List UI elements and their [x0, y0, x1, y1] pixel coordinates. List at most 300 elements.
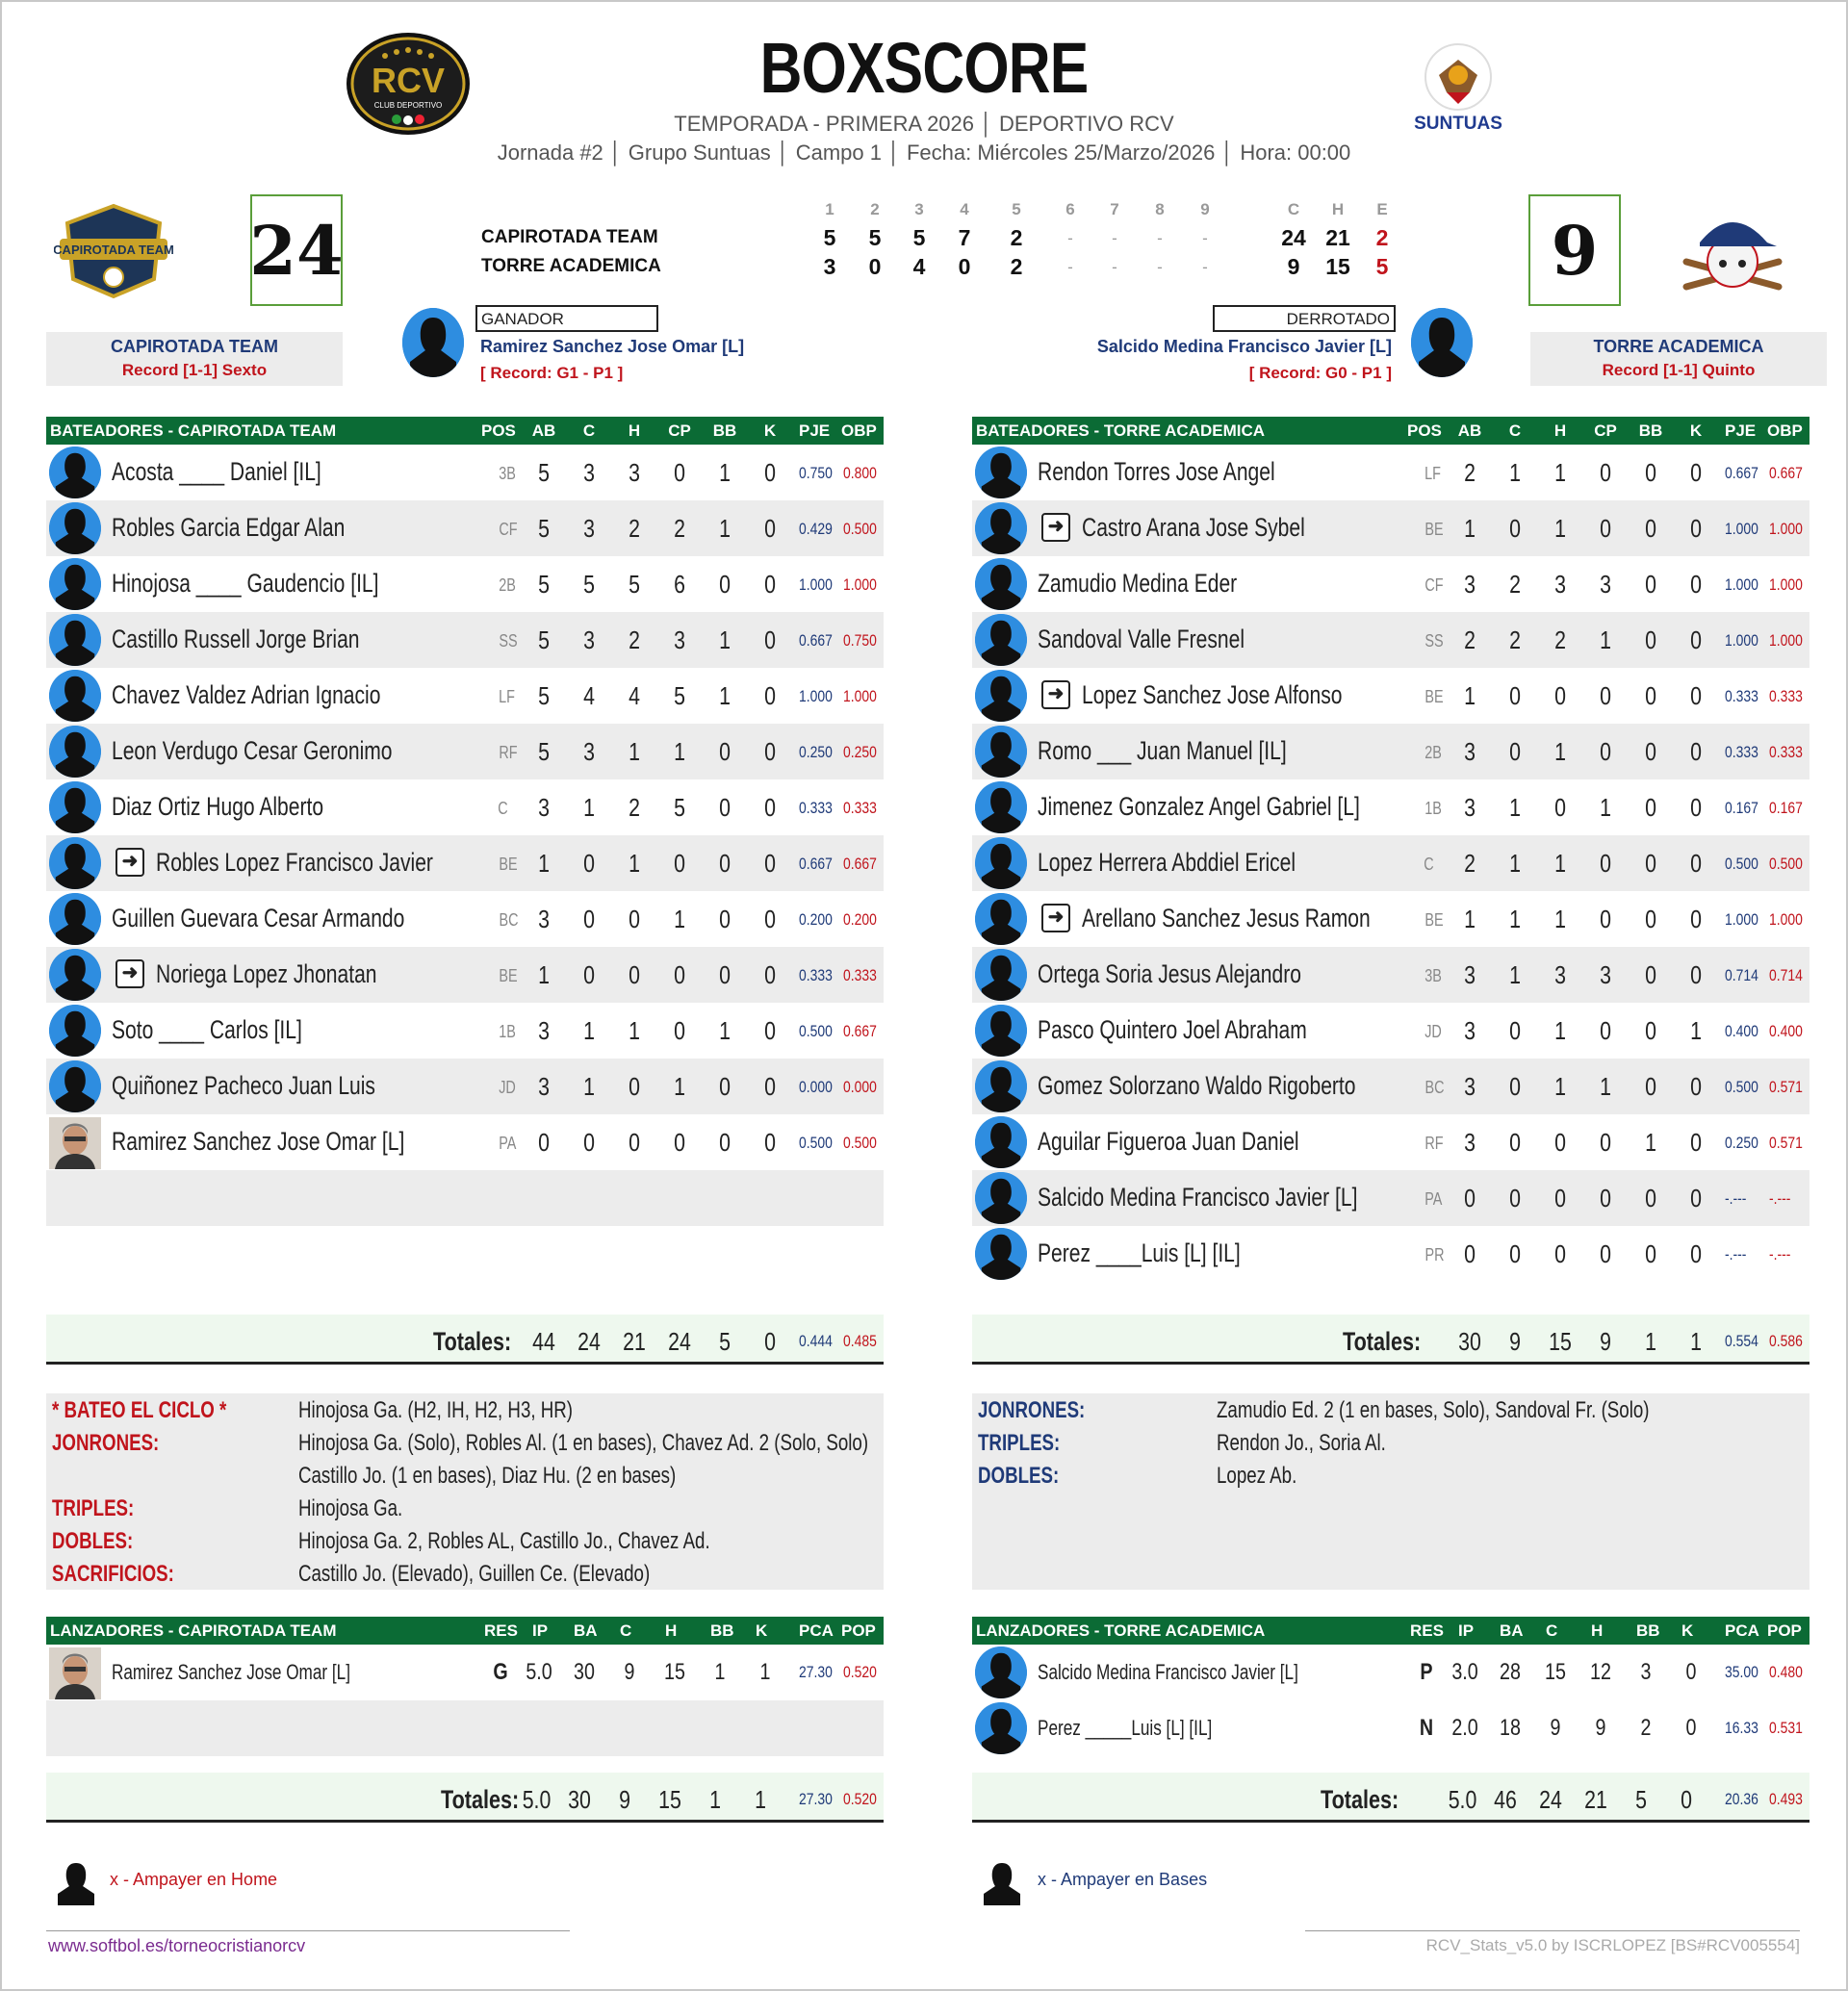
winner-record: [ Record: G1 - P1 ] [480, 364, 624, 382]
stat-bb: 0 [719, 1128, 731, 1157]
player-avatar-icon [49, 558, 101, 610]
loser-record: [ Record: G0 - P1 ] [1248, 364, 1392, 382]
pitcher-row [972, 1645, 1810, 1700]
stat-ab: 2 [1464, 458, 1476, 487]
stat-cp: 6 [674, 570, 685, 599]
footer-rule-right [1305, 1930, 1800, 1931]
stat-cp: 0 [674, 960, 685, 989]
pitcher-row [46, 1645, 884, 1700]
batting-header [46, 417, 884, 445]
pitcher-stat: 5.0 [526, 1659, 552, 1685]
player-avatar-icon [49, 893, 101, 945]
inning-runs: 7 [958, 225, 971, 250]
stat-bb: 0 [1645, 1072, 1656, 1101]
note-label: JONRONES: [52, 1430, 160, 1456]
player-position: SS [1424, 631, 1444, 651]
inning-runs: 4 [912, 254, 926, 279]
stat-obp: 1.000 [843, 687, 877, 705]
player-name[interactable]: Zamudio Medina Eder [1038, 569, 1238, 598]
stat-obp: 0.571 [1769, 1078, 1803, 1096]
stat-h: 2 [629, 514, 640, 543]
batter-row [972, 1003, 1810, 1059]
pitcher-pop: 0.531 [1769, 1719, 1803, 1737]
player-name[interactable]: Sandoval Valle Fresnel [1038, 625, 1245, 653]
home-empty-filler [46, 1172, 884, 1173]
stat-k: 0 [764, 514, 776, 543]
total-value: 24 [578, 1327, 601, 1356]
stat-bb: 0 [719, 570, 731, 599]
stat-c: 0 [1509, 1239, 1521, 1268]
player-name[interactable]: Ramirez Sanchez Jose Omar [L] [112, 1127, 405, 1156]
substitute-arrow-icon: ➜ [1041, 904, 1070, 932]
stat-c: 0 [1509, 514, 1521, 543]
stat-k: 0 [1690, 849, 1702, 878]
stat-bb: 0 [719, 1072, 731, 1101]
stat-ab: 1 [1464, 514, 1476, 543]
stat-pje: 1.000 [799, 687, 833, 705]
stat-ab: 1 [538, 849, 550, 878]
stat-ab: 5 [538, 625, 550, 654]
linescore-team-away: TORRE ACADEMICA [481, 256, 661, 276]
player-name[interactable]: Perez ____Luis [L] [IL] [1038, 1238, 1241, 1267]
stat-obp: 0.667 [843, 1022, 877, 1040]
stat-h: 0 [1554, 1184, 1566, 1212]
player-avatar-icon [975, 726, 1027, 778]
player-name[interactable]: Romo ___ Juan Manuel [IL] [1038, 736, 1287, 765]
stat-h: 3 [629, 458, 640, 487]
player-photo [49, 1117, 101, 1169]
stat-k: 0 [764, 458, 776, 487]
batter-row [972, 500, 1810, 556]
note-label: DOBLES: [52, 1528, 134, 1554]
stat-cp: 0 [1600, 849, 1611, 878]
pitching-col-header: C [1546, 1621, 1558, 1640]
total-value: 1 [755, 1785, 766, 1814]
player-avatar-icon [49, 614, 101, 666]
stat-pje: 0.167 [1725, 799, 1758, 817]
umpire-bases: x - Ampayer en Bases [1038, 1870, 1208, 1889]
note-text: Hinojosa Ga. [298, 1495, 403, 1521]
stat-h: 0 [629, 1072, 640, 1101]
total-value: 15 [658, 1785, 681, 1814]
stat-cp: 0 [1600, 681, 1611, 710]
stat-h: 2 [629, 625, 640, 654]
batter-row [46, 891, 884, 947]
pitching-title: LANZADORES - TORRE ACADEMICA [976, 1621, 1266, 1640]
pitching-col-header: K [1681, 1621, 1694, 1640]
stat-c: 0 [1509, 1016, 1521, 1045]
player-name[interactable]: Ortega Soria Jesus Alejandro [1038, 959, 1301, 988]
player-avatar-icon [49, 1005, 101, 1057]
pitcher-stat: 15 [664, 1659, 685, 1685]
player-name[interactable]: Castro Arana Jose Sybel [1082, 513, 1305, 542]
total-pop: 0.520 [843, 1790, 877, 1808]
note-label: * BATEO EL CICLO * [52, 1397, 227, 1423]
inning-runs: 5 [868, 225, 882, 250]
total-errors: 5 [1375, 254, 1389, 279]
stat-c: 3 [583, 737, 595, 766]
batter-row [972, 891, 1810, 947]
stat-h: 1 [1554, 849, 1566, 878]
pitcher-stat: 0 [1685, 1715, 1697, 1741]
stat-bb: 0 [1645, 1239, 1656, 1268]
inning-runs: 0 [958, 254, 971, 279]
pitcher-stat: 28 [1500, 1659, 1521, 1685]
pitcher-name[interactable]: Salcido Medina Francisco Javier [L] [1038, 1660, 1298, 1684]
stat-ab: 0 [538, 1128, 550, 1157]
player-name[interactable]: Castillo Russell Jorge Brian [112, 625, 360, 653]
notes-home [46, 1393, 884, 1590]
pitching-col-header: PCA [1725, 1621, 1759, 1640]
note-label: TRIPLES: [52, 1495, 135, 1521]
stat-cp: 2 [674, 514, 685, 543]
pitching-col-header: IP [1458, 1621, 1475, 1640]
stat-pje: 0.500 [1725, 855, 1758, 873]
pitcher-stat: 2 [1640, 1715, 1652, 1741]
player-name[interactable]: Noriega Lopez Jhonatan [156, 959, 377, 988]
player-name[interactable]: Arellano Sanchez Jesus Ramon [1082, 904, 1371, 932]
batter-row [972, 556, 1810, 612]
player-name[interactable]: Lopez Herrera Abddiel Ericel [1038, 848, 1296, 877]
away-team-name: TORRE ACADEMICA [1593, 337, 1764, 356]
batter-row [46, 1114, 884, 1170]
player-name[interactable]: Gomez Solorzano Waldo Rigoberto [1038, 1071, 1356, 1100]
note-text: Lopez Ab. [1217, 1463, 1297, 1489]
stat-ab: 3 [538, 1072, 550, 1101]
player-name[interactable]: Salcido Medina Francisco Javier [L] [1038, 1183, 1358, 1212]
total-pje: 0.554 [1725, 1332, 1758, 1350]
stat-c: 3 [583, 625, 595, 654]
player-position: CF [1424, 575, 1444, 595]
pitcher-row [972, 1700, 1810, 1756]
pitcher-pop: 0.480 [1769, 1663, 1803, 1681]
player-position: C [498, 799, 508, 818]
stat-cp: 0 [1600, 458, 1611, 487]
pitcher-stat: 3 [1640, 1659, 1652, 1685]
stat-obp: 0.167 [1769, 799, 1803, 817]
player-position: LF [499, 687, 515, 706]
batter-row [972, 779, 1810, 835]
stat-pje: -.--- [1725, 1245, 1747, 1264]
player-position: PA [1424, 1189, 1443, 1209]
stat-bb: 0 [1645, 960, 1656, 989]
stat-cp: 0 [1600, 1128, 1611, 1157]
stat-k: 0 [764, 737, 776, 766]
stat-bb: 1 [719, 625, 731, 654]
stat-ab: 2 [1464, 849, 1476, 878]
stat-pje: 0.714 [1725, 966, 1758, 984]
batting-col-header: H [628, 421, 641, 440]
batter-row [46, 500, 884, 556]
note-text: Castillo Jo. (1 en bases), Diaz Hu. (2 en bases) [298, 1463, 677, 1489]
substitute-arrow-icon: ➜ [1041, 680, 1070, 709]
stat-h: 1 [1554, 458, 1566, 487]
inning-runs: - [1202, 258, 1208, 276]
batting-col-header: BB [712, 421, 737, 440]
inning-header: 4 [960, 200, 969, 218]
stat-h: 1 [1554, 737, 1566, 766]
stat-cp: 5 [674, 793, 685, 822]
player-position: BC [1424, 1078, 1445, 1097]
batter-row [972, 1226, 1810, 1282]
inning-runs: - [1067, 229, 1073, 247]
notes-away [972, 1393, 1810, 1590]
pitcher-result: G [493, 1659, 508, 1685]
player-name[interactable]: Leon Verdugo Cesar Geronimo [112, 736, 393, 765]
pitcher-pca: 16.33 [1725, 1719, 1758, 1737]
stat-k: 0 [764, 625, 776, 654]
stat-c: 3 [583, 458, 595, 487]
stat-ab: 0 [1464, 1184, 1476, 1212]
stat-c: 2 [1509, 625, 1521, 654]
stat-k: 0 [1690, 458, 1702, 487]
stat-c: 0 [1509, 1184, 1521, 1212]
total-header: C [1287, 200, 1300, 218]
total-value: 0 [1681, 1785, 1692, 1814]
rcv-logo-sub: CLUB DEPORTIVO [373, 101, 443, 110]
stat-ab: 1 [1464, 681, 1476, 710]
stat-pje: 0.500 [1725, 1078, 1758, 1096]
stat-bb: 0 [719, 905, 731, 933]
stat-k: 0 [764, 570, 776, 599]
stat-obp: 0.750 [843, 631, 877, 650]
batting-col-header: K [1689, 421, 1703, 440]
stat-bb: 1 [719, 681, 731, 710]
stat-pje: 0.429 [799, 520, 833, 538]
total-value: 30 [1458, 1327, 1481, 1356]
stat-obp: 0.333 [843, 966, 877, 984]
stat-pje: 0.333 [799, 799, 833, 817]
winner-name: Ramirez Sanchez Jose Omar [L] [480, 337, 745, 356]
stat-k: 0 [1690, 681, 1702, 710]
stat-ab: 5 [538, 570, 550, 599]
player-avatar-icon [975, 1060, 1027, 1112]
total-pca: 27.30 [799, 1790, 833, 1808]
stat-ab: 3 [1464, 1016, 1476, 1045]
stat-c: 1 [583, 1016, 595, 1045]
winner-avatar [402, 308, 464, 377]
stat-cp: 0 [1600, 1184, 1611, 1212]
stat-h: 0 [1554, 1128, 1566, 1157]
batter-row [972, 1170, 1810, 1226]
player-position: 3B [499, 464, 516, 483]
stat-pje: 0.500 [799, 1134, 833, 1152]
player-name[interactable]: Quiñonez Pacheco Juan Luis [112, 1071, 375, 1100]
home-team-card [46, 332, 343, 386]
stat-pje: 0.000 [799, 1078, 833, 1096]
total-value: 24 [668, 1327, 691, 1356]
stat-h: 2 [629, 793, 640, 822]
stat-obp: 0.714 [1769, 966, 1803, 984]
total-value: 15 [1549, 1327, 1572, 1356]
stat-k: 0 [764, 849, 776, 878]
stat-cp: 1 [1600, 793, 1611, 822]
batting-col-header: C [1508, 421, 1522, 440]
batting-col-header: AB [1457, 421, 1482, 440]
player-position: SS [499, 631, 518, 651]
player-position: 1B [499, 1022, 516, 1041]
stat-k: 0 [1690, 1239, 1702, 1268]
player-avatar-icon [975, 1646, 1027, 1698]
player-name[interactable]: Jimenez Gonzalez Angel Gabriel [L] [1038, 792, 1360, 821]
totals-label: Totales: [1321, 1785, 1399, 1814]
stat-h: 3 [1554, 570, 1566, 599]
stat-pje: 0.667 [1725, 464, 1758, 482]
player-name[interactable]: Diaz Ortiz Hugo Alberto [112, 792, 324, 821]
stat-ab: 5 [538, 681, 550, 710]
stat-h: 0 [629, 1128, 640, 1157]
pitcher-result: P [1420, 1659, 1433, 1685]
stat-cp: 0 [674, 1128, 685, 1157]
stat-cp: 0 [1600, 1239, 1611, 1268]
inning-header: 9 [1200, 200, 1210, 218]
player-name[interactable]: Soto ____ Carlos [IL] [112, 1015, 302, 1044]
note-text: Hinojosa Ga. (H2, IH, H2, H3, HR) [298, 1397, 574, 1423]
footer-credit: RCV_Stats_v5.0 by ISCRLOPEZ [BS#RCV005554] [1425, 1936, 1800, 1954]
stat-bb: 1 [1645, 1128, 1656, 1157]
stat-obp: 1.000 [1769, 631, 1803, 650]
stat-k: 0 [764, 1128, 776, 1157]
stat-obp: 0.571 [1769, 1134, 1803, 1152]
total-value: 9 [619, 1785, 630, 1814]
stat-cp: 0 [1600, 514, 1611, 543]
umpire-home: x - Ampayer en Home [110, 1870, 278, 1889]
stat-ab: 1 [538, 960, 550, 989]
inning-header: 6 [1065, 200, 1075, 218]
stat-bb: 0 [1645, 1016, 1656, 1045]
umpire-bases-icon [980, 1857, 1024, 1905]
substitute-arrow-icon: ➜ [116, 959, 144, 988]
pitcher-name[interactable]: Ramirez Sanchez Jose Omar [L] [112, 1660, 350, 1684]
player-avatar-icon [49, 670, 101, 722]
batting-totals-away [972, 1315, 1810, 1365]
pitcher-stat: 12 [1590, 1659, 1611, 1685]
player-position: LF [1424, 464, 1441, 483]
player-name[interactable]: Lopez Sanchez Jose Alfonso [1082, 680, 1343, 709]
stat-obp: 0.500 [843, 520, 877, 538]
stat-pje: 1.000 [1725, 575, 1758, 594]
total-obp: 0.485 [843, 1332, 877, 1350]
pitcher-stat: 15 [1545, 1659, 1566, 1685]
player-avatar-icon [975, 781, 1027, 833]
stat-k: 0 [1690, 793, 1702, 822]
player-position: CF [499, 520, 518, 539]
stat-cp: 1 [674, 1072, 685, 1101]
player-position: 2B [1424, 743, 1442, 762]
player-name[interactable]: Aguilar Figueroa Juan Daniel [1038, 1127, 1299, 1156]
stat-h: 1 [629, 849, 640, 878]
stat-h: 1 [629, 737, 640, 766]
stat-c: 1 [583, 1072, 595, 1101]
player-avatar-icon [49, 837, 101, 889]
player-avatar-icon [975, 1116, 1027, 1168]
batter-row [46, 1059, 884, 1114]
stat-obp: 1.000 [843, 575, 877, 594]
inning-runs: - [1157, 229, 1163, 247]
stat-c: 1 [1509, 849, 1521, 878]
total-value: 21 [623, 1327, 646, 1356]
batting-col-header: AB [531, 421, 556, 440]
player-name[interactable]: Robles Garcia Edgar Alan [112, 513, 346, 542]
stat-h: 4 [629, 681, 640, 710]
total-pca: 20.36 [1725, 1790, 1758, 1808]
stat-cp: 0 [674, 458, 685, 487]
batting-col-header: OBP [1767, 421, 1803, 440]
suntuas-logo-text: SUNTUAS [1414, 114, 1502, 134]
player-name[interactable]: Guillen Guevara Cesar Armando [112, 904, 405, 932]
player-avatar-icon [49, 1060, 101, 1112]
stat-pje: 0.400 [1725, 1022, 1758, 1040]
stat-c: 0 [1509, 737, 1521, 766]
stat-obp: 1.000 [1769, 575, 1803, 594]
inning-header: 2 [870, 200, 880, 218]
player-avatar-icon [975, 670, 1027, 722]
player-avatar-icon [49, 502, 101, 554]
player-position: 1B [1424, 799, 1442, 818]
player-name[interactable]: Robles Lopez Francisco Javier [156, 848, 433, 877]
pitcher-stat: 1 [714, 1659, 726, 1685]
total-pop: 0.493 [1769, 1790, 1803, 1808]
player-name[interactable]: Hinojosa ____ Gaudencio [IL] [112, 569, 379, 598]
total-runs: 24 [1281, 225, 1306, 250]
player-name[interactable]: Pasco Quintero Joel Abraham [1038, 1015, 1307, 1044]
stat-h: 1 [1554, 1016, 1566, 1045]
pitching-col-header: BA [574, 1621, 598, 1640]
player-avatar-icon [49, 447, 101, 498]
umpire-home-icon [54, 1857, 98, 1905]
stat-cp: 3 [1600, 570, 1611, 599]
player-position: RF [1424, 1134, 1444, 1153]
total-value: 46 [1494, 1785, 1517, 1814]
player-position: C [1424, 855, 1434, 874]
batter-row [46, 835, 884, 891]
stat-h: 5 [629, 570, 640, 599]
footer-link[interactable]: www.softbol.es/torneocristianorcv [48, 1936, 306, 1955]
total-value: 1 [1690, 1327, 1702, 1356]
pitcher-name[interactable]: Perez _____Luis [L] [IL] [1038, 1716, 1213, 1740]
stat-cp: 5 [674, 681, 685, 710]
stat-k: 0 [764, 1072, 776, 1101]
home-score: 24 [250, 194, 343, 306]
batter-row [972, 835, 1810, 891]
total-pje: 0.444 [799, 1332, 833, 1350]
stat-h: 0 [1554, 793, 1566, 822]
game-details: Jornada #2 │ Grupo Suntuas │ Campo 1 │ Fecha: Miércoles 25/Marzo/2026 │ Hora: 00:00 [497, 140, 1351, 165]
stat-bb: 1 [719, 458, 731, 487]
rcv-logo-text: RCV [371, 61, 446, 100]
batter-row [972, 445, 1810, 500]
player-name[interactable]: Rendon Torres Jose Angel [1038, 457, 1275, 486]
player-name[interactable]: Chavez Valdez Adrian Ignacio [112, 680, 381, 709]
pitcher-stat: 1 [759, 1659, 771, 1685]
stat-bb: 1 [719, 514, 731, 543]
stat-obp: 0.500 [1769, 855, 1803, 873]
inning-runs: 2 [1010, 225, 1023, 250]
pitcher-stat: 18 [1500, 1715, 1521, 1741]
stat-h: 0 [629, 905, 640, 933]
stat-k: 0 [1690, 905, 1702, 933]
pitcher-pca: 27.30 [799, 1663, 833, 1681]
total-errors: 2 [1375, 225, 1389, 250]
stat-k: 0 [1690, 514, 1702, 543]
batting-col-header: CP [1594, 421, 1617, 440]
player-name[interactable]: Acosta ____ Daniel [IL] [112, 457, 321, 486]
player-position: BE [1424, 687, 1444, 706]
player-position: JD [1424, 1022, 1442, 1041]
pitching-header [46, 1617, 884, 1645]
stat-c: 0 [583, 960, 595, 989]
pitching-col-header: C [620, 1621, 632, 1640]
